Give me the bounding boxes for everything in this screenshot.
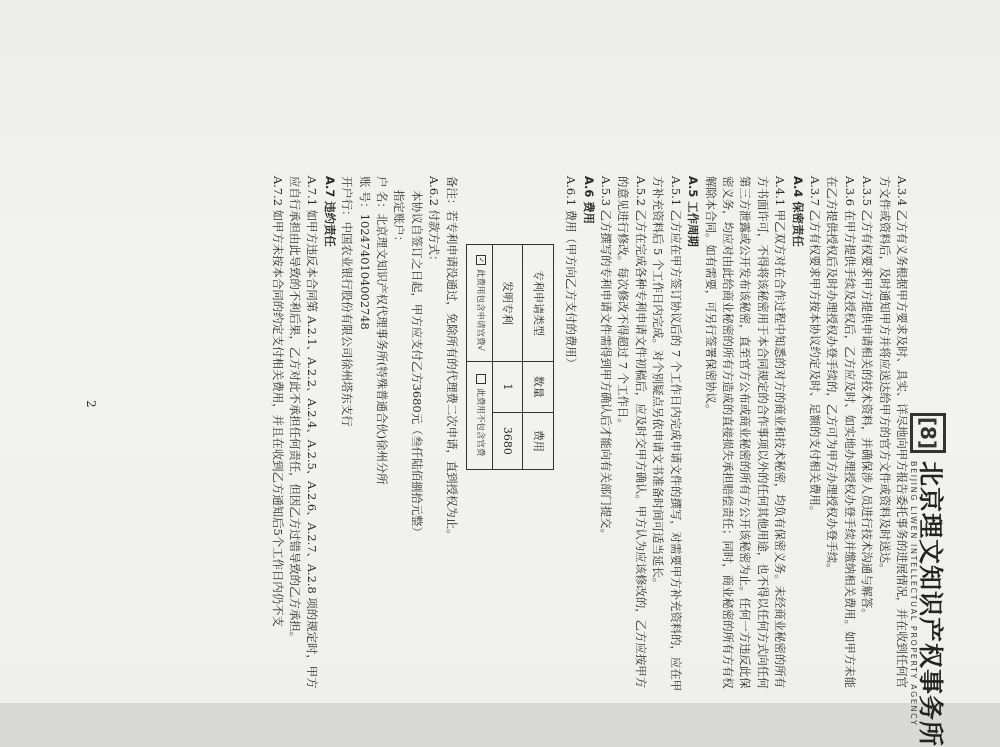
clause-paragraph: 户 名：北京理文知识产权代理事务所(特殊普通合伙)徐州分所 xyxy=(375,176,390,485)
clause-paragraph: A.3.6 在甲方提供手续及授权后，乙方应及时、如实地办理授权办登手续并缴纳相关费用。如甲方未能在乙方提供授权后及时办理授权办登手续的，乙方可为甲方办理授权办登手续。 xyxy=(825,176,857,688)
section-heading: A.6 费用 xyxy=(581,176,596,225)
clause-paragraph: 开户行：中国农业银行股份有限公司徐州塔东支行 xyxy=(340,176,355,427)
clause-paragraph: A.3.4 乙方有义务根据甲方要求及时、具实、详尽地向甲方报告委托事务的进展情况，并在收到任何官方文件或资料后，及时通知甲方并将应送达给甲方的官方文件或资料及时送达。 xyxy=(877,176,909,688)
logo-english-name: BEIJING LIWEN INTELLECTUAL PROPERTY AGENCY xyxy=(909,461,918,727)
clause-paragraph: 指定账户： xyxy=(392,190,407,247)
clause-paragraph: 本协议自签订之日起，甲方应支付乙方3680元（叁仟陆佰捌拾元整） xyxy=(409,190,424,538)
clause-paragraph: A.3.5 乙方有权要求甲方提供申请相关的技术资料，并确保涉人员进行技术沟通与解答。 xyxy=(860,176,875,620)
clause-paragraph: 账 号：1024740104002748 xyxy=(357,176,372,330)
clause-paragraph: A.6.2 付款方式： xyxy=(427,176,442,267)
fee-table xyxy=(466,244,554,470)
clause-paragraph: A.5.2 乙方在完成各种专利申请文件初稿后，应及时交甲方确认。甲方认为应该修改的，乙方应按甲方的意见进行修改。每次修改不得超过 7 个工作日。 xyxy=(616,176,648,688)
clause-paragraph: A.6.1 费用（甲方向乙方支付的费用） xyxy=(564,176,579,370)
fee-note-excluded: 此费用不包含官费 xyxy=(466,361,492,469)
clause-paragraph: A.7.2 如甲方未按本合同的约定支付相关费用，并且在收到乙方通知后5个工作日内仍不支 xyxy=(270,176,285,627)
logo-company-name: 北京理文知识产权事务所 xyxy=(916,461,945,747)
fee-table-header: 专利申请类型 xyxy=(523,245,553,362)
section-heading: A.7 违约责任 xyxy=(322,176,337,247)
section-heading: A.4 保密责任 xyxy=(790,176,805,247)
clause-paragraph: 备注：若专利申请没通过，免除所有的代理费二次申请，直到授权为止。 xyxy=(444,176,459,541)
contract-body xyxy=(268,176,910,696)
fee-table-cell: 发明专利 xyxy=(493,245,523,362)
clause-paragraph: A.4.1 甲乙双方对在合作过程中知悉的对方的商业和技术秘密，均负有保密义务。未经商业秘密的所有方书面许可，不得将该秘密用于本合同规定的合作事项以外的任何其他用途，也不得以任何方式向任何第三方泄露或公开发布该秘密，直至官方公布或商业秘密的所有方公开该秘密为止。任何一方违反此保密义务，均应对由此给商业秘密的所有方造成的直接损失承担赔偿责任；同时，商业秘密的所有方有权解除本合同。如有需要，可另行签署保密协议。 xyxy=(703,176,788,689)
logo-mark: [8] xyxy=(910,413,946,453)
clause-paragraph: A.7.1 如甲方违反本合同第 A.2.1、A.2.2、A.2.4、A.2.5、A.2.6、A.2.7、A.2.8 项的规定时，甲方应自行承担由此导致的不利后果，乙方对此不承担任何责任，但因乙方过错导致的乙方承担。 xyxy=(288,176,320,689)
page-number: 2 xyxy=(84,400,98,408)
clause-list-after-table xyxy=(268,176,459,696)
clause-paragraph: A.5.1 乙方应在甲方签订协议后的 7 个工作日内完成申请文件的撰写，对需要甲方补充资料的，应在甲方补充资料后 5 个工作日内完成。对个别疑点另依申请文书准备时间可适当延长。 xyxy=(651,176,683,692)
checked-box-icon: ✓ xyxy=(476,255,486,265)
fee-table-header-row xyxy=(523,245,553,470)
fee-table-note-row xyxy=(466,245,492,470)
clause-paragraph: A.3.7 乙方有权要求甲方按本协议约定及时、足额的支付相关费用。 xyxy=(807,176,822,518)
clause-paragraph: A.5.3 乙方撰写的专利申请文件需得到甲方确认后才能向有关部门提交。 xyxy=(599,176,614,540)
fee-table-header: 数量 xyxy=(523,361,553,412)
fee-table-cell: 3680 xyxy=(493,412,523,469)
fee-table-header: 费用 xyxy=(523,412,553,469)
empty-box-icon xyxy=(476,374,486,384)
fee-table-row xyxy=(493,245,523,470)
section-heading: A.5 工作周期 xyxy=(686,176,701,247)
fee-table-cell: 1 xyxy=(493,361,523,412)
fee-note-included: ✓此费用包含申请官费√ xyxy=(466,245,492,362)
clause-list xyxy=(562,176,910,696)
